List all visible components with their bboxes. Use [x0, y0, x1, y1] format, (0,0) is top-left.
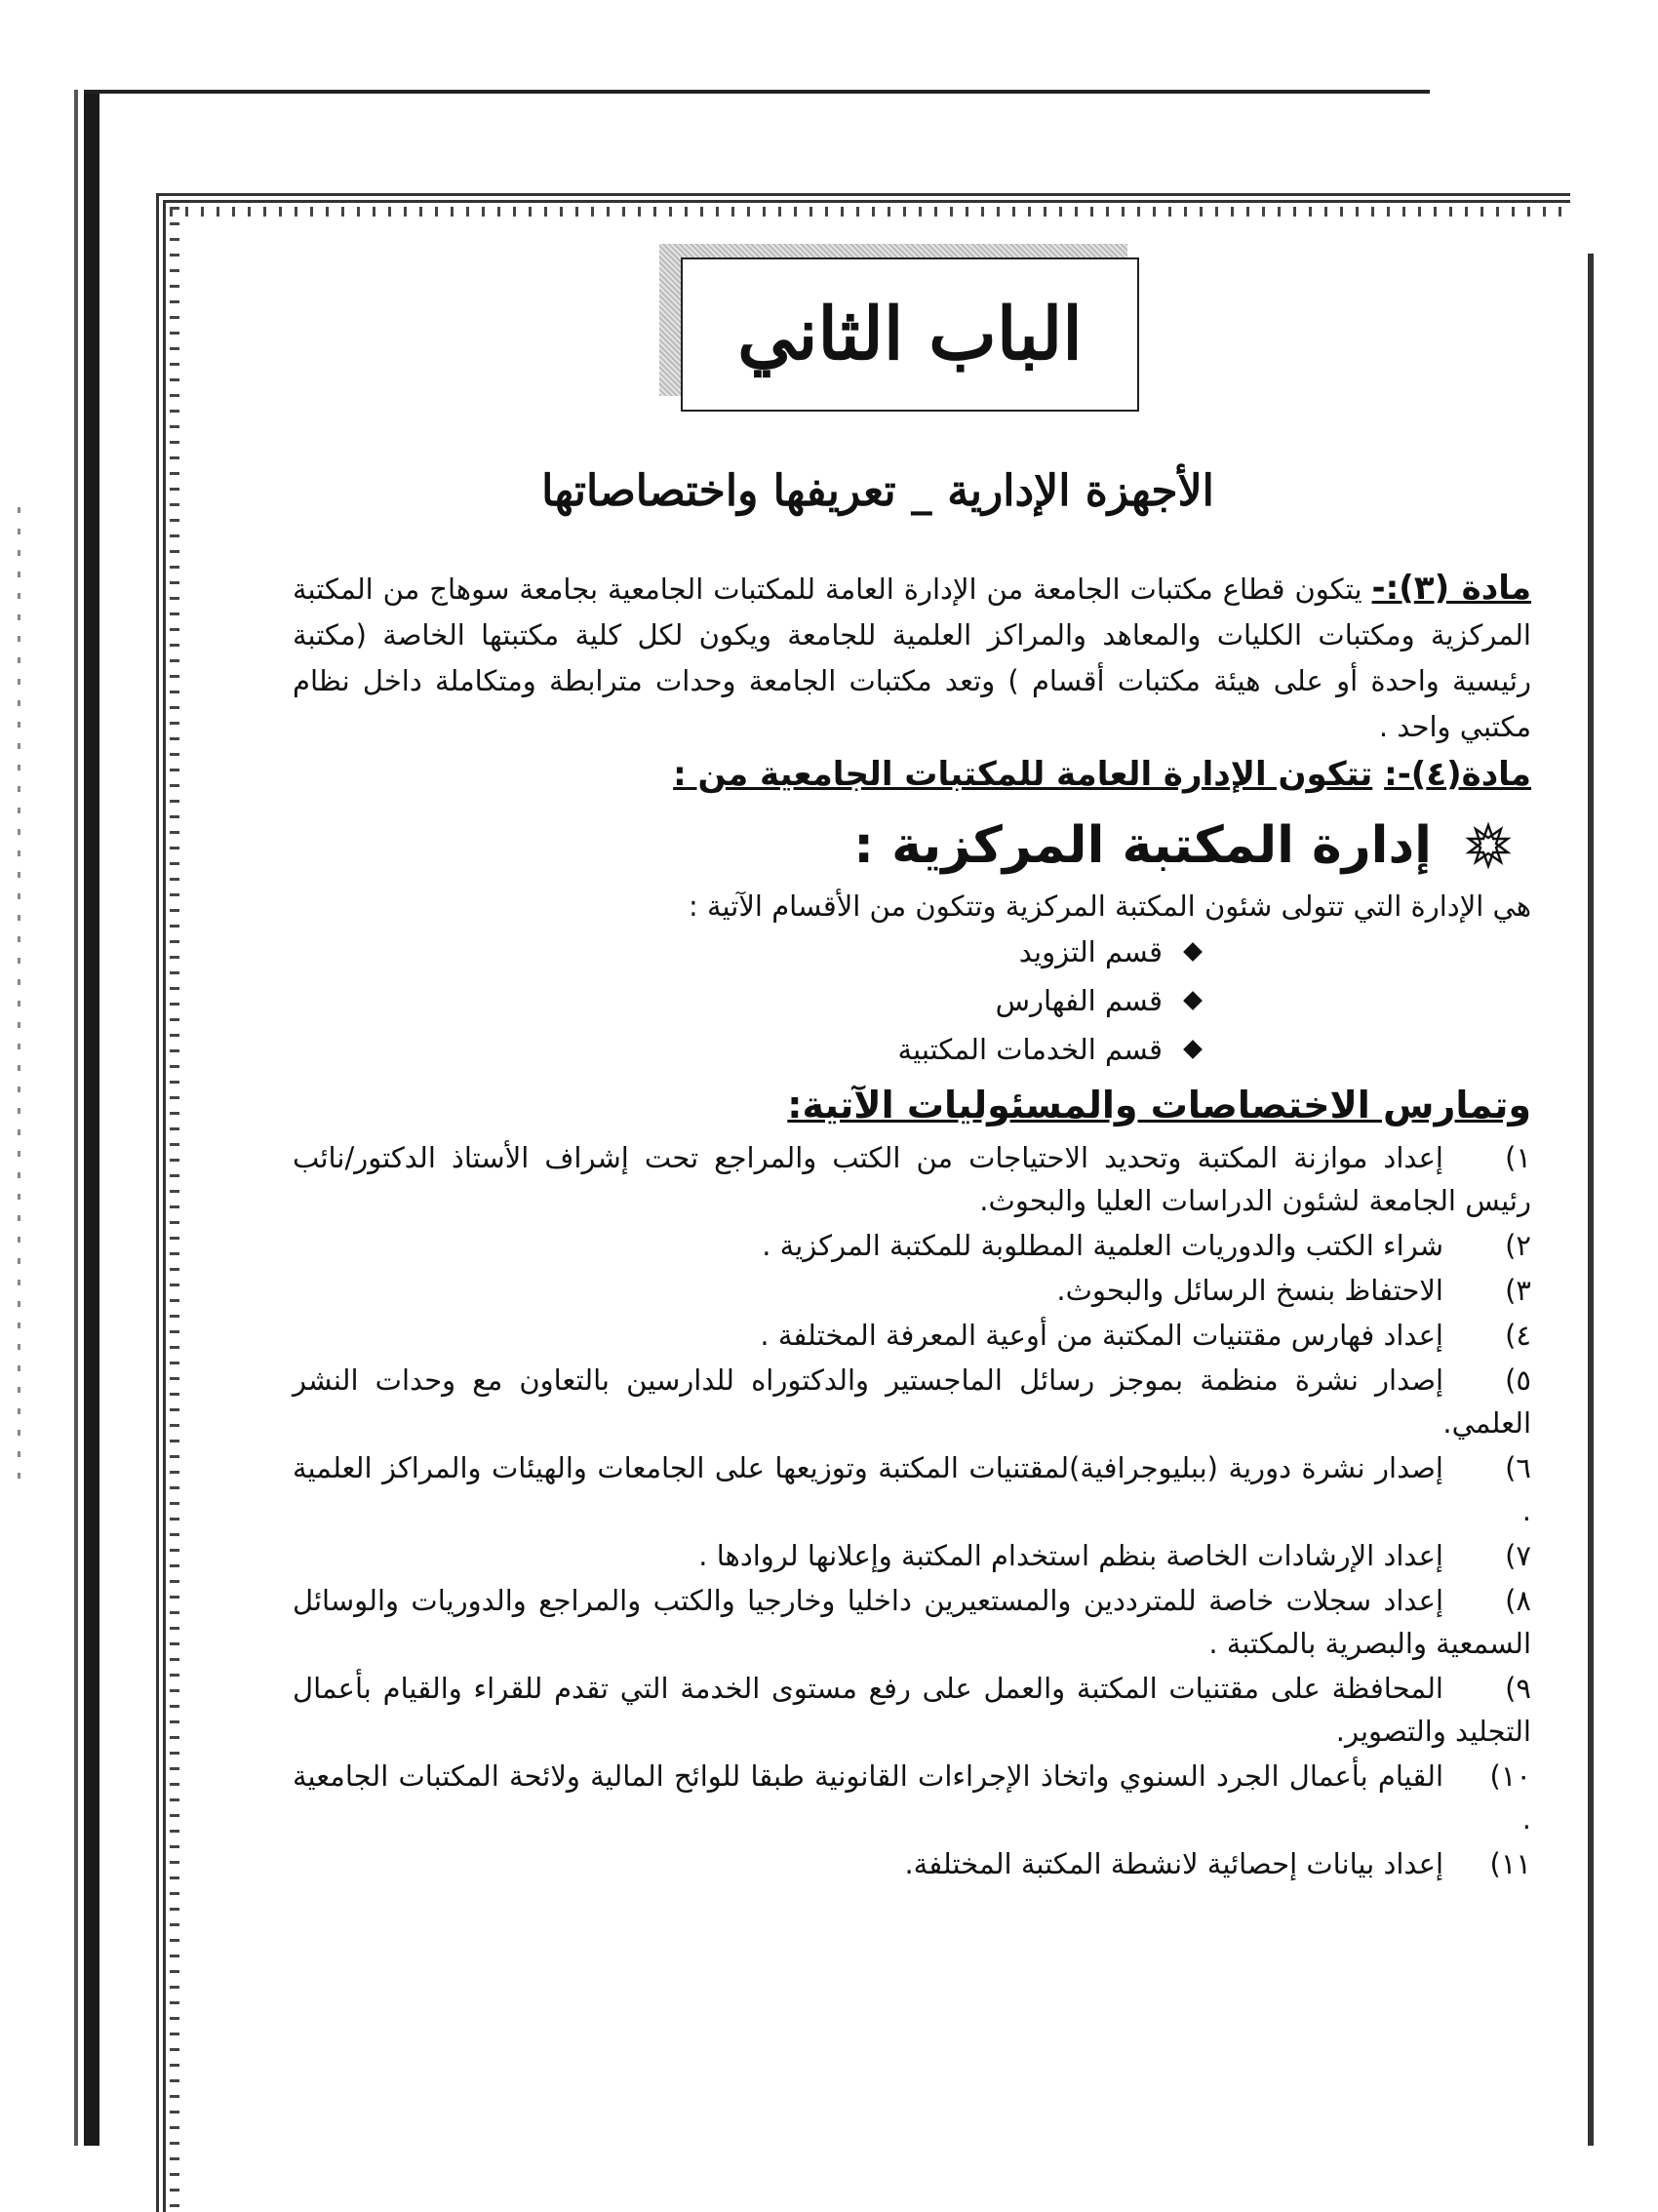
article-3-text: يتكون قطاع مكتبات الجامعة من الإدارة العامة للمكتبات الجامعية بجامعة سوهاج من المكتبة المركزية ومكتبات الكليات والمعاهد والمراكز العلمية للجامعة ويكون لكل كلية مكتبتها الخاصة (مكتبة رئيسية واحدة أو على هيئة مكتبات أقسام ) وتعد مكتبات الجامعة وحدات مترابطة ومتكاملة داخل نظام مكتبي واحد .: [293, 573, 1531, 743]
item-number: ١٠): [1489, 1759, 1531, 1793]
item-number: ٤): [1505, 1319, 1531, 1352]
item-number: ٥): [1505, 1363, 1531, 1397]
central-library-heading-text: إدارة المكتبة المركزية :: [853, 816, 1432, 875]
central-library-intro: هي الإدارة التي تتولى شئون المكتبة المركزية وتتكون من الأقسام الآتية :: [689, 889, 1531, 923]
item-number: ١١): [1489, 1847, 1531, 1880]
list-item: [293, 1224, 1531, 1267]
item-text: المحافظة على مقتنيات المكتبة والعمل على رفع مستوى الخدمة التي تقدم للقراء والقيام بأعمال التجليد والتصوير.: [293, 1672, 1531, 1748]
list-item: [293, 1667, 1531, 1753]
department-list: [293, 928, 1531, 1074]
article-3-label: مادة (٣):-: [1371, 569, 1532, 608]
scan-binding-edge: [84, 90, 99, 2146]
article-4-label: مادة(٤)-:: [1384, 755, 1531, 794]
list-item: [293, 1579, 1531, 1665]
list-item: قسم الخدمات المكتبية: [293, 1025, 1200, 1074]
responsibilities-list: [293, 1136, 1531, 1885]
diamond-bullet-icon: [1183, 942, 1203, 962]
document-body: [293, 566, 1531, 1887]
list-item: [293, 1136, 1531, 1222]
item-number: ٢): [1505, 1229, 1531, 1262]
item-number: ٦): [1505, 1451, 1531, 1484]
item-text: إعداد بيانات إحصائية لانشطة المكتبة المختلفة.: [904, 1847, 1443, 1880]
scan-right-edge: [1588, 254, 1594, 2146]
diamond-bullet-icon: [1183, 991, 1203, 1010]
list-item: [293, 1755, 1531, 1840]
item-number: ١): [1505, 1141, 1531, 1174]
item-text: الاحتفاظ بنسخ الرسائل والبحوث.: [1056, 1274, 1443, 1307]
article-4-text: تتكون الإدارة العامة للمكتبات الجامعية من :: [673, 755, 1373, 794]
item-text: إعداد فهارس مقتنيات المكتبة من أوعية المعرفة المختلفة .: [760, 1319, 1443, 1352]
list-item: [293, 1269, 1531, 1312]
item-number: ٣): [1505, 1274, 1531, 1307]
scan-noise: [18, 507, 20, 1482]
item-number: ٨): [1505, 1584, 1531, 1617]
list-item: [293, 1314, 1531, 1357]
diamond-bullet-icon: [1183, 1040, 1203, 1059]
item-text: القيام بأعمال الجرد السنوي واتخاذ الإجراءات القانونية طبقا للوائح المالية ولائحة المكتبات الجامعية .: [293, 1759, 1531, 1836]
page-subtitle: الأجهزة الإدارية _ تعريفها واختصاصاتها: [541, 466, 1214, 516]
article-3: [293, 566, 1531, 750]
list-item: قسم الفهارس: [293, 976, 1200, 1025]
item-text: إعداد الإرشادات الخاصة بنظم استخدام المكتبة وإعلانها لروادها .: [698, 1539, 1443, 1572]
scan-top-edge: [84, 90, 1430, 94]
list-item: [293, 1446, 1531, 1532]
list-item: [293, 1534, 1531, 1577]
central-library-heading: [293, 812, 1531, 879]
list-item: [293, 1359, 1531, 1444]
list-item: قسم التزويد: [293, 928, 1200, 976]
item-text: إصدار نشرة دورية (ببليوجرافية)لمقتنيات المكتبة وتوزيعها على الجامعات والهيئات والمراكز العلمية .: [293, 1451, 1531, 1527]
item-text: إعداد موازنة المكتبة وتحديد الاحتياجات من الكتب والمراجع تحت إشراف الأستاذ الدكتور/نائب رئيس الجامعة لشئون الدراسات العليا والبحوث.: [293, 1141, 1531, 1217]
star-icon: [1465, 822, 1512, 869]
item-number: ٧): [1505, 1539, 1531, 1572]
item-number: ٩): [1505, 1672, 1531, 1705]
list-item: [293, 1842, 1531, 1885]
chapter-title-box: [681, 257, 1139, 412]
article-4: [293, 750, 1531, 799]
item-text: إصدار نشرة منظمة بموجز رسائل الماجستير والدكتوراه للدارسين بالتعاون مع وحدات النشر العلمي.: [293, 1363, 1531, 1440]
scan-edge-shadow: [74, 90, 78, 2146]
responsibilities-heading: وتمارس الاختصاصات والمسئوليات الآتية:: [787, 1084, 1531, 1126]
item-text: إعداد سجلات خاصة للمترددين والمستعيرين داخليا وخارجيا والكتب والمراجع والدوريات والوسائل السمعية والبصرية بالمكتبة .: [293, 1584, 1531, 1660]
chapter-title: الباب الثاني: [737, 293, 1083, 376]
item-text: شراء الكتب والدوريات العلمية المطلوبة للمكتبة المركزية .: [762, 1229, 1443, 1262]
